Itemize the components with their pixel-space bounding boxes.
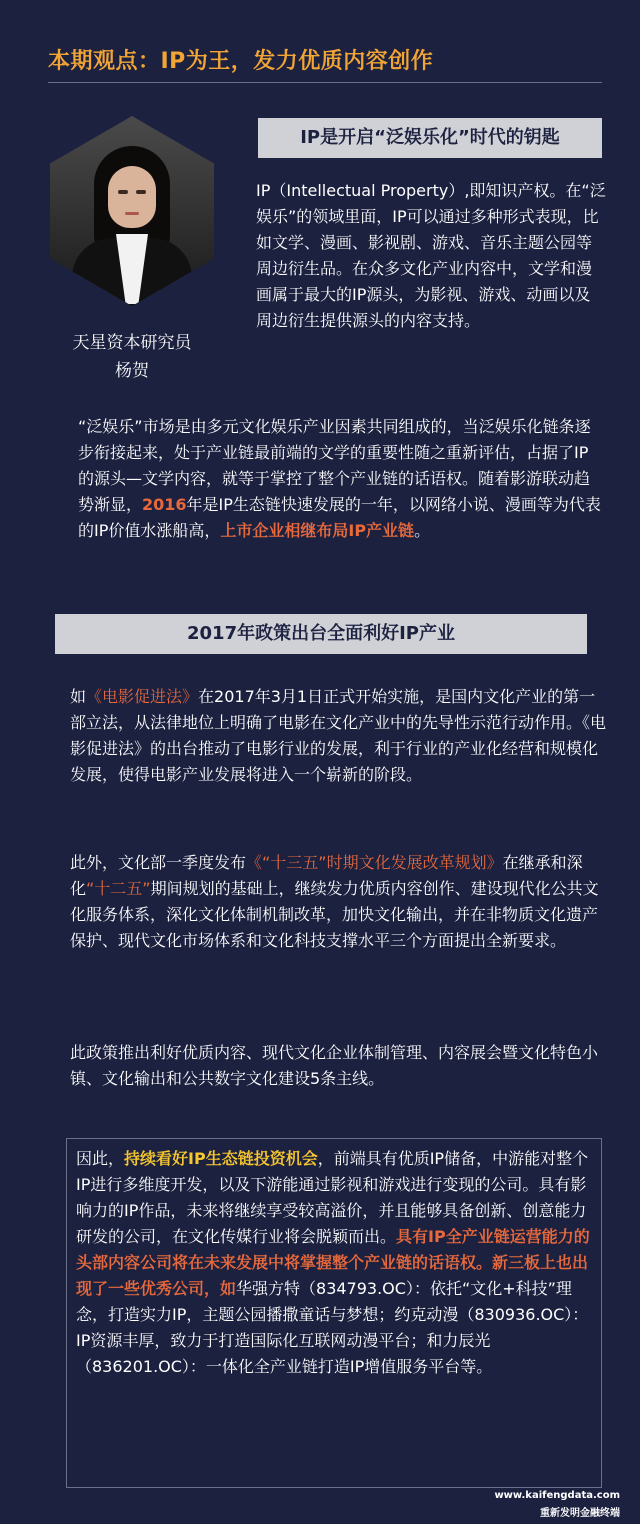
section1-banner: IP是开启“泛娱乐化”时代的钥匙 (258, 118, 602, 158)
ip-intro-paragraph: IP（Intellectual Property）,即知识产权。在“泛娱乐”的领域里面，IP可以通过多种形式表现，比如文学、漫画、影视剧、游戏、音乐主题公园等周边衍生品。在众多文化产业内容中，文学和漫画属于最大的IP源头，为影视、游戏、动画以及周边衍生提供源头的内容支持。 (256, 181, 606, 330)
page-headline: 本期观点：IP为王，发力优质内容创作 (48, 49, 434, 74)
p3-text-a: 此外，文化部一季度发布 (70, 853, 247, 872)
p1-text-c: 。 (414, 521, 431, 540)
p3-text-c: 期间规划的基础上，继续发力优质内容创作、建设现代化公共文化服务体系，深化文化体制机制改革，加快文化输出，并在非物质文化遗产保护、现代文化市场体系和文化科技支撑水平三个方面提出全新要求。 (70, 879, 599, 950)
policy-mainlines-paragraph: 此政策推出利好优质内容、现代文化企业体制管理、内容展会暨文化特色小镇、文化输出和公共数字文化建设5条主线。 (70, 1043, 599, 1088)
p1-text-a: “泛娱乐”市场是由多元文化娱乐产业因素共同组成的，当泛娱乐化链条逐步衔接起来，处于产业链最前端的文学的重要性随之重新评估，占据了IP 的源头—文学内容，就等于掌控了整个产业链的话语权。随着影游联动趋势渐显， (78, 417, 591, 514)
p1-highlight: 上市企业相继布局IP产业链 (220, 521, 415, 540)
author-org: 天星资本研究员 (72, 333, 192, 353)
p1-text-b: 年是IP生态链快速发展的一年，以网络小说、漫画等为代表的IP价值水涨船高， (78, 495, 601, 540)
p2-text-a: 如 (70, 687, 87, 706)
headline-divider (48, 82, 602, 83)
conclusion-paragraph (76, 1146, 598, 1380)
author-portrait (50, 116, 214, 306)
conclusion-orange-highlight: 具有IP全产业链运营能力的头部内容公司将在未来发展中将掌握整个产业链的话语权。新三板上也出现了一些优秀公司，如 (76, 1227, 590, 1298)
conclusion-text-c: 华强方特（834793.OC）：依托“文化+科技”理念，打造实力IP，主题公园播撒童话与梦想；约克动漫（830936.OC）：IP资源丰厚，致力于打造国际化互联网动漫平台；和力辰光（836201.OC）：一体化全产业链打造IP增值服务平台等。 (76, 1279, 589, 1376)
p2-text-b: 在2017年3月1日正式开始实施，是国内文化产业的第一部立法，从法律地位上明确了电影在文化产业中的先导性示范行动作用。《电影促进法》的出台推动了电影行业的发展，利于行业的产业化经营和规模化发展，使得电影产业发展将进入一个崭新的阶段。 (70, 687, 607, 784)
footer-slogan: 重新发明金融终端 (540, 1508, 620, 1519)
plan-title-highlight: 《“十三五”时期文化发展改革规划》 (246, 853, 503, 872)
footer-url: www.kaifengdata.com (494, 1490, 620, 1501)
pan-entertainment-paragraph (78, 414, 604, 544)
twelfth-plan-highlight: “十二五” (86, 879, 151, 898)
conclusion-text-b: ，前端具有优质IP储备，中游能对整个IP进行多维度开发，以及下游能通过影视和游戏进行变现的公司。具有影响力的IP作品，未来将继续享受较高溢价，并且能够具备创新、创意能力研发的公司，在文化传媒行业将会脱颖而出。 (76, 1149, 589, 1246)
p1-year-highlight: 2016 (142, 495, 187, 514)
film-law-paragraph (70, 684, 608, 788)
conclusion-yellow-highlight: 持续看好IP生态链投资机会 (124, 1149, 318, 1168)
section2-banner: 2017年政策出台全面利好IP产业 (55, 614, 587, 654)
author-name: 杨贺 (115, 361, 149, 381)
culture-plan-paragraph (70, 850, 608, 954)
conclusion-text-a: 因此， (76, 1149, 125, 1168)
film-law-highlight: 《电影促进法》 (86, 687, 199, 706)
p3-text-b: 在继承和深化 (70, 853, 583, 898)
